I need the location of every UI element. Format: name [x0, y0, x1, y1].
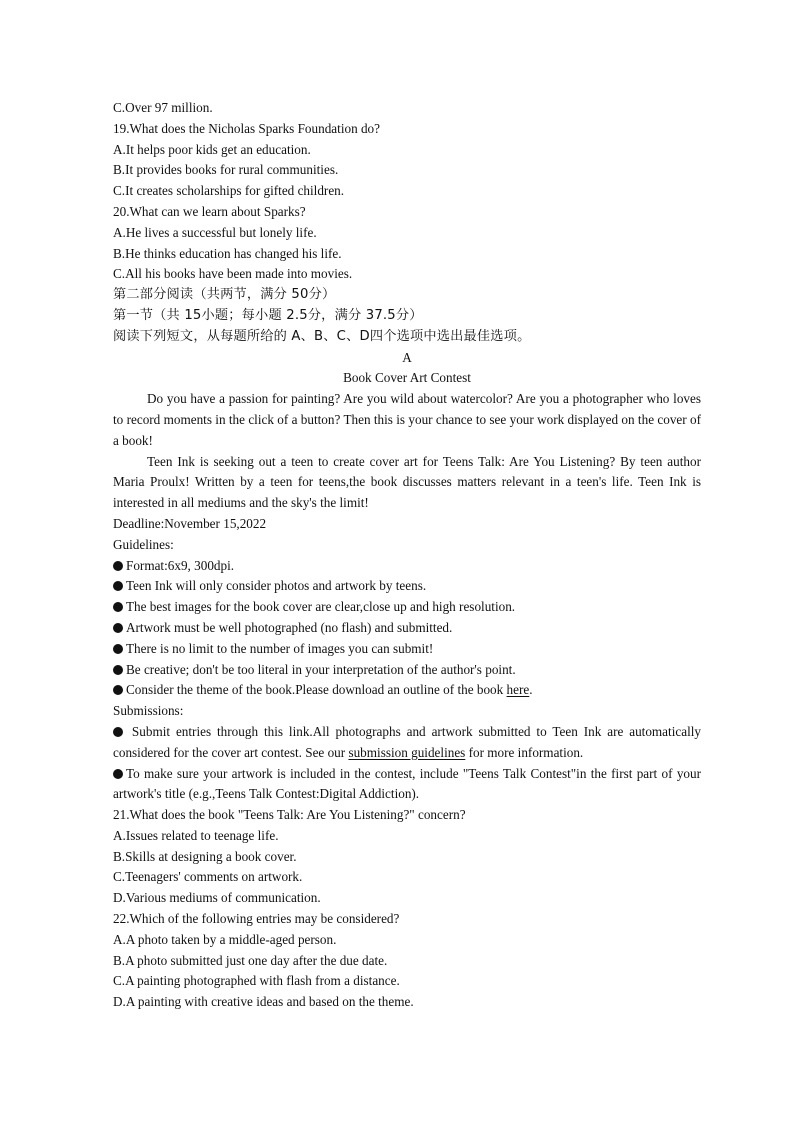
deadline: Deadline:November 15,2022: [113, 515, 267, 531]
exam-page: [113, 98, 701, 1013]
bullet-icon: [113, 623, 123, 633]
bullet-icon: [113, 644, 123, 654]
guideline-item: Teen Ink will only consider photos and artwork by teens.: [113, 576, 701, 597]
guideline-item: Artwork must be well photographed (no flash) and submitted.: [113, 618, 701, 639]
guideline-item: Consider the theme of the book.Please download an outline of the book here.: [113, 680, 701, 701]
guidelines-label: Guidelines:: [113, 536, 174, 552]
option-line: D.A painting with creative ideas and based on the theme.: [113, 994, 414, 1010]
part-title: 第二部分阅读（共两节，满分 50分）: [113, 287, 336, 303]
submission-item: Submit entries through this link.All photographs and artwork submitted to Teen Ink are automatically considered for the cover art contest. See our submission guidelines for more information.: [113, 723, 701, 760]
questions: [113, 805, 701, 1013]
bullet-icon: [113, 561, 123, 571]
passage-letter: A: [402, 349, 412, 365]
submission-guidelines-link[interactable]: submission guidelines: [348, 744, 466, 760]
option-line: B.A photo submitted just one day after the due date.: [113, 952, 388, 968]
bullet-icon: [113, 769, 123, 779]
guideline-item: There is no limit to the number of images you can submit!: [113, 639, 701, 660]
question-stem: 21.What does the book "Teens Talk: Are You Listening?" concern?: [113, 807, 466, 823]
submissions-label: Submissions:: [113, 703, 184, 719]
option-line: A.He lives a successful but lonely life.: [113, 224, 317, 240]
bullet-icon: [113, 602, 123, 612]
option-line: C.It creates scholarships for gifted children.: [113, 183, 345, 199]
passage-title: Book Cover Art Contest: [343, 370, 471, 386]
bullet-icon: [113, 665, 123, 675]
guideline-item: Format:6x9, 300dpi.: [113, 556, 701, 577]
option-line: A.Issues related to teenage life.: [113, 827, 279, 843]
option-line: A.It helps poor kids get an education.: [113, 141, 311, 157]
option-line: C.Teenagers' comments on artwork.: [113, 869, 303, 885]
option-line: B.Skills at designing a book cover.: [113, 848, 297, 864]
option-line: C.All his books have been made into movies.: [113, 266, 353, 282]
section-instructions: 阅读下列短文，从每题所给的 A、B、C、D四个选项中选出最佳选项。: [113, 328, 531, 344]
option-line: A.A photo taken by a middle-aged person.: [113, 931, 337, 947]
question-stem: 20.What can we learn about Sparks?: [113, 203, 306, 219]
passage-paragraph: Do you have a passion for painting? Are you wild about watercolor? Are you a photographer who loves to record moments in the click of a button? Then this is your chance to see your work displayed on the cover of a book!: [113, 391, 701, 448]
question-stem: 19.What does the Nicholas Sparks Foundation do?: [113, 120, 381, 136]
passage-paragraph: Teen Ink is seeking out a teen to create cover art for Teens Talk: Are You Listening? By teen author Maria Proulx! Written by a teen for teens,the book discusses matters relevant in a teen's life. Teen Ink is interested in all mediums and the sky's the limit!: [113, 453, 701, 511]
subsection-title: 第一节（共 15小题；每小题 2.5分，满分 37.5分）: [113, 307, 423, 323]
guidelines-list: [113, 556, 701, 702]
option-line: B.It provides books for rural communities.: [113, 162, 339, 178]
outline-download-link[interactable]: here: [506, 682, 530, 698]
bullet-icon: [113, 685, 123, 695]
option-line: C.Over 97 million.: [113, 100, 213, 115]
option-line: D.Various mediums of communication.: [113, 890, 321, 906]
option-line: C.A painting photographed with flash from a distance.: [113, 973, 400, 989]
previous-questions: [113, 98, 701, 285]
section-header: [113, 285, 701, 347]
option-line: B.He thinks education has changed his life.: [113, 245, 342, 261]
bullet-icon: [113, 581, 123, 591]
submission-item: To make sure your artwork is included in the contest, include "Teens Talk Contest"in the first part of your artwork's title (e.g.,Teens Talk Contest:Digital Addiction).: [113, 765, 701, 802]
bullet-icon: [113, 727, 123, 737]
passage-a: [113, 348, 701, 806]
guideline-item: The best images for the book cover are clear,close up and high resolution.: [113, 597, 701, 618]
guideline-item: Be creative; don't be too literal in your interpretation of the author's point.: [113, 660, 701, 681]
question-stem: 22.Which of the following entries may be considered?: [113, 911, 400, 927]
